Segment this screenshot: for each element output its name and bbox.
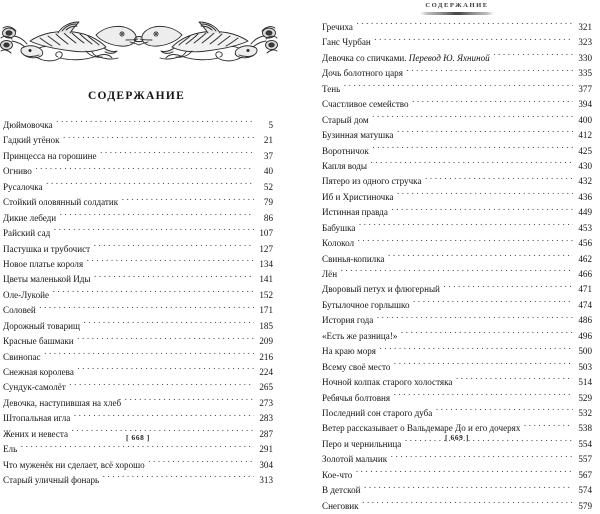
toc-entry[interactable] [322, 298, 592, 313]
toc-entry[interactable] [3, 396, 273, 411]
toc-entry-page-number: 287 [259, 428, 273, 439]
toc-entry-title: Пятеро из одного стручка [322, 176, 422, 187]
toc-entry-title: Снежная королева [3, 367, 74, 377]
toc-dot-leader [406, 67, 572, 76]
toc-entry[interactable] [322, 313, 592, 328]
toc-entry-title: Девочка со спичками. Перевод Ю. Яхниной [322, 52, 490, 63]
toc-entry[interactable] [322, 159, 592, 174]
toc-entry-page-number: 323 [578, 37, 592, 48]
toc-entry-title: Жених и невеста [3, 428, 68, 439]
toc-dot-leader [94, 273, 253, 282]
toc-entry[interactable] [322, 344, 592, 359]
toc-entry-page-number: 554 [578, 438, 592, 449]
toc-entry[interactable] [322, 391, 592, 406]
toc-dot-leader [21, 443, 254, 452]
toc-entry[interactable] [3, 442, 273, 457]
toc-dot-leader [46, 181, 253, 190]
toc-dot-leader [388, 252, 572, 261]
toc-dot-leader [425, 175, 573, 184]
toc-entry-title: Дюймовочка [3, 120, 53, 130]
toc-entry-page-number: 436 [578, 191, 592, 202]
toc-entry[interactable] [3, 164, 273, 179]
toc-entry[interactable] [3, 288, 273, 303]
folio-right: [ 669 ] [445, 433, 469, 442]
toc-entry-page-number: 185 [259, 320, 273, 331]
toc-entry-page-number: 466 [578, 269, 592, 279]
toc-entry[interactable] [3, 365, 273, 380]
toc-entry-page-number: 330 [578, 52, 592, 63]
toc-entry-title: Девочка, наступившая на хлеб [3, 397, 122, 408]
toc-entry-title: Счастливое семейство [322, 99, 409, 110]
toc-entry-page-number: 216 [259, 351, 273, 362]
toc-entry-title: Дворовый петух и флюгерный [322, 284, 440, 295]
toc-entry[interactable] [3, 149, 273, 164]
toc-entry-page-number: 134 [259, 258, 273, 269]
toc-entry-title: Всему своё место [322, 361, 391, 372]
toc-entry-title: Воротничок [322, 145, 369, 156]
toc-entry-title: Капля воды [322, 160, 367, 171]
toc-entry-title: Ребячья болтовня [322, 392, 391, 403]
toc-entry-title: Бузинная матушка [322, 130, 394, 141]
toc-entry[interactable] [322, 113, 592, 128]
toc-entry[interactable] [3, 303, 273, 318]
toc-entry[interactable] [322, 468, 592, 483]
toc-entry[interactable] [322, 82, 592, 97]
toc-entry[interactable] [3, 133, 273, 148]
toc-entry[interactable] [3, 180, 273, 195]
toc-entry-page-number: 86 [263, 212, 273, 223]
toc-dot-leader [35, 165, 253, 174]
toc-dot-leader [370, 160, 572, 169]
toc-dot-leader [356, 469, 573, 478]
toc-entry-page-number: 224 [259, 367, 273, 377]
toc-entry-title: Штопальная игла [3, 413, 71, 424]
toc-entry[interactable] [322, 360, 592, 375]
toc-entry[interactable] [322, 144, 592, 159]
toc-entry[interactable] [3, 411, 273, 426]
toc-entry-title: Старый уличный фонарь [3, 475, 100, 486]
toc-entry-page-number: 567 [578, 469, 592, 480]
toc-entry-page-number: 430 [578, 160, 592, 171]
toc-entry[interactable] [322, 190, 592, 205]
toc-entry[interactable] [322, 406, 592, 421]
toc-entry-title: Принцесса на горошине [3, 150, 97, 161]
toc-dot-leader [374, 36, 572, 45]
toc-entry[interactable] [322, 236, 592, 251]
toc-entry-title: Бабушка [322, 222, 356, 233]
toc-entry-page-number: 52 [263, 181, 273, 192]
toc-entry[interactable] [322, 483, 592, 498]
toc-entry[interactable] [3, 211, 273, 226]
toc-entry[interactable] [322, 267, 592, 282]
toc-dot-leader [94, 242, 254, 251]
toc-entry-title: Соловей [3, 305, 36, 316]
toc-entry[interactable] [322, 375, 592, 390]
toc-entry-page-number: 412 [578, 130, 592, 141]
toc-entry-page-number: 474 [578, 299, 592, 310]
toc-dot-leader [397, 191, 572, 200]
toc-entry[interactable] [322, 329, 592, 344]
toc-entry-title: Стойкий оловянный солдатик [3, 197, 119, 208]
toc-entry[interactable] [3, 334, 273, 349]
toc-entry-title: Ветер рассказывает о Вальдемаре До и его дочерях [322, 423, 521, 434]
toc-dot-leader [148, 459, 253, 468]
toc-entry[interactable] [3, 257, 273, 272]
dragon-fish-headpiece-ornament [0, 15, 278, 65]
toc-entry-page-number: 40 [263, 166, 273, 177]
page-left [0, 0, 300, 486]
toc-dot-leader [362, 499, 572, 508]
toc-entry-page-number: 141 [259, 274, 273, 285]
toc-entry-title: Снеговик [322, 500, 359, 511]
running-head [322, 2, 592, 15]
toc-dot-leader [377, 314, 573, 323]
toc-dot-leader [372, 144, 572, 153]
toc-entry[interactable] [3, 272, 273, 287]
toc-entry[interactable] [322, 452, 592, 467]
toc-entry-title: Сундук-самолёт [3, 382, 66, 393]
toc-entry-page-number: 5 [268, 120, 273, 130]
toc-entry-page-number: 538 [578, 423, 592, 434]
toc-dot-leader [77, 335, 253, 344]
toc-entry-page-number: 462 [578, 253, 592, 264]
toc-entry-title: Гречиха [322, 22, 353, 32]
toc-dot-leader [379, 345, 572, 354]
toc-entry-page-number: 335 [578, 68, 592, 79]
toc-entry-page-number: 449 [578, 207, 592, 218]
toc-entry[interactable] [322, 66, 592, 81]
toc-dot-leader [364, 484, 573, 493]
toc-entry-page-number: 456 [578, 238, 592, 249]
toc-entry[interactable] [3, 350, 273, 365]
toc-dot-leader [443, 283, 572, 292]
toc-entry[interactable] [322, 97, 592, 112]
toc-dot-leader [44, 350, 253, 359]
toc-entry-page-number: 453 [578, 222, 592, 233]
page-title: СОДЕРЖАНИЕ [87, 90, 186, 102]
toc-entry-page-number: 171 [259, 305, 273, 316]
toc-entry-page-number: 209 [259, 336, 273, 347]
toc-entry-title: Дорожный товарищ [3, 320, 81, 331]
toc-dot-leader [356, 21, 572, 30]
toc-dot-leader [412, 98, 572, 107]
toc-entry-title: Последний сон старого дуба [322, 407, 433, 418]
toc-entry-title: Колокол [322, 238, 355, 249]
toc-dot-leader [391, 206, 572, 215]
toc-entry[interactable] [322, 35, 592, 50]
toc-dot-leader [69, 381, 253, 390]
toc-dot-leader [372, 114, 572, 123]
toc-entry-title: Тень [322, 83, 341, 94]
toc-entry-page-number: 79 [263, 197, 273, 208]
toc-entry-title: Райский сад [3, 228, 51, 239]
toc-entry[interactable] [322, 174, 592, 189]
running-head-rule [420, 12, 494, 15]
toc-entry-title: Ночной колпак старого холостяка [322, 377, 453, 388]
toc-entry-page-number: 304 [259, 459, 273, 470]
toc-entry-page-number: 283 [259, 413, 273, 424]
toc-entry[interactable] [3, 380, 273, 395]
toc-entry-title: Гадкий утёнок [3, 135, 60, 146]
toc-dot-leader [394, 361, 573, 370]
toc-entry[interactable] [3, 226, 273, 241]
toc-entry-page-number: 394 [578, 99, 592, 110]
toc-dot-leader [413, 299, 572, 308]
toc-entry-page-number: 514 [578, 377, 592, 388]
toc-entry[interactable] [3, 458, 273, 473]
toc-dot-leader [456, 376, 573, 385]
toc-entry[interactable] [3, 195, 273, 210]
toc-dot-leader [359, 222, 573, 231]
toc-dot-leader [103, 474, 254, 483]
toc-entry-title: Бутылочное горлышко [322, 299, 410, 310]
toc-entry[interactable] [3, 242, 273, 257]
toc-entry-page-number: 432 [578, 176, 592, 187]
toc-dot-leader [358, 237, 573, 246]
toc-dot-leader [56, 119, 253, 128]
toc-entry[interactable] [3, 473, 273, 488]
toc-entry-page-number: 321 [578, 22, 592, 32]
toc-entry[interactable] [322, 282, 592, 297]
toc-entry-page-number: 425 [578, 145, 592, 156]
toc-dot-leader [53, 289, 254, 298]
toc-entry-page-number: 500 [578, 346, 592, 357]
toc-dot-leader [39, 304, 253, 313]
toc-entry-title: Иб и Христиночка [322, 191, 394, 202]
toc-entry-page-number: 37 [263, 150, 273, 161]
toc-dot-leader [341, 268, 573, 277]
running-head-text: СОДЕРЖАНИЕ [425, 2, 489, 9]
toc-entry-title: Оле-Лукойе [3, 289, 50, 300]
toc-entry-page-number: 486 [578, 315, 592, 326]
folio-left: [ 668 ] [126, 433, 150, 442]
toc-dot-leader [100, 150, 253, 159]
toc-entry-title: Огниво [3, 166, 32, 177]
toc-entry-page-number: 291 [259, 444, 273, 455]
toc-entry-title: История года [322, 315, 374, 326]
toc-entry-title: Цветы маленькой Иды [3, 274, 91, 285]
toc-entry-page-number: 377 [578, 83, 592, 94]
toc-entry-page-number: 529 [578, 392, 592, 403]
toc-entry-title: Ганс Чурбан [322, 37, 371, 48]
toc-entry[interactable] [322, 252, 592, 267]
toc-entry-title: Лён [322, 269, 338, 279]
toc-entry-page-number: 579 [578, 500, 592, 511]
toc-entry-page-number: 152 [259, 289, 273, 300]
toc-dot-leader [63, 134, 253, 143]
toc-entry-title: «Есть же разница!» [322, 330, 398, 341]
toc-entry-title: Свинья-копилка [322, 253, 385, 264]
toc-dot-leader [397, 129, 573, 138]
toc-entry-page-number: 503 [578, 361, 592, 372]
toc-dot-leader [436, 407, 573, 416]
toc-entry-title: Дикие лебеди [3, 212, 57, 223]
toc-entry[interactable] [3, 118, 273, 133]
toc-entry[interactable] [322, 221, 592, 236]
toc-dot-leader [84, 320, 254, 329]
toc-entry-title: Новое платье короля [3, 258, 84, 269]
page-right [300, 0, 600, 511]
toc-entry-page-number: 557 [578, 454, 592, 465]
toc-entry-title: На краю моря [322, 346, 376, 357]
toc-entry-page-number: 21 [263, 135, 273, 146]
toc-dot-leader [344, 83, 573, 92]
toc-entry-page-number: 127 [259, 243, 273, 254]
toc-entry-page-number: 107 [259, 228, 273, 239]
toc-entry[interactable] [322, 205, 592, 220]
toc-entry[interactable] [322, 499, 592, 514]
toc-dot-leader [493, 52, 572, 61]
toc-dot-leader [394, 391, 573, 400]
toc-dot-leader [87, 258, 254, 267]
toc-entry-page-number: 574 [578, 485, 592, 496]
toc-entry-page-number: 265 [259, 382, 273, 393]
toc-entry-title: Кое-что [322, 469, 353, 480]
toc-entry-page-number: 471 [578, 284, 592, 295]
toc-dot-leader [60, 212, 254, 221]
toc-entry[interactable] [322, 51, 592, 66]
toc-dot-leader [74, 412, 254, 421]
toc-entry-title: Ель [3, 444, 18, 455]
toc-entry-title: Русалочка [3, 181, 43, 192]
toc-entry-page-number: 313 [259, 475, 273, 486]
toc-dot-leader [122, 196, 254, 205]
toc-entry-title: В детской [322, 485, 361, 496]
toc-dot-leader [391, 453, 573, 462]
toc-entry-page-number: 496 [578, 330, 592, 341]
toc-dot-leader [401, 330, 573, 339]
toc-entry-title: Что муженёк ни сделает, всё хорошо [3, 459, 145, 470]
toc-entry-title: Истинная правда [322, 207, 388, 218]
toc-entry[interactable] [3, 319, 273, 334]
toc-dot-leader [524, 422, 573, 431]
toc-entry-page-number: 400 [578, 114, 592, 125]
toc-entry-title: Перо и чернильница [322, 438, 402, 449]
toc-entry-translator: Перевод Ю. Яхниной [408, 52, 490, 63]
toc-entry[interactable] [322, 128, 592, 143]
toc-dot-leader [77, 366, 253, 375]
toc-entry-title: Пастушка и трубочист [3, 243, 91, 254]
toc-entry-title: Золотой мальчик [322, 454, 388, 465]
toc-dot-leader [54, 227, 254, 236]
toc-dot-leader [125, 397, 254, 406]
toc-entry-title: Красные башмаки [3, 336, 74, 347]
toc-entry-title: Дочь болотного царя [322, 68, 403, 79]
toc-entry-page-number: 273 [259, 397, 273, 408]
toc-entry-title: Свинопас [3, 351, 41, 362]
toc-entry-page-number: 532 [578, 407, 592, 418]
toc-entry[interactable] [322, 20, 592, 35]
toc-entry-title: Старый дом [322, 114, 369, 125]
